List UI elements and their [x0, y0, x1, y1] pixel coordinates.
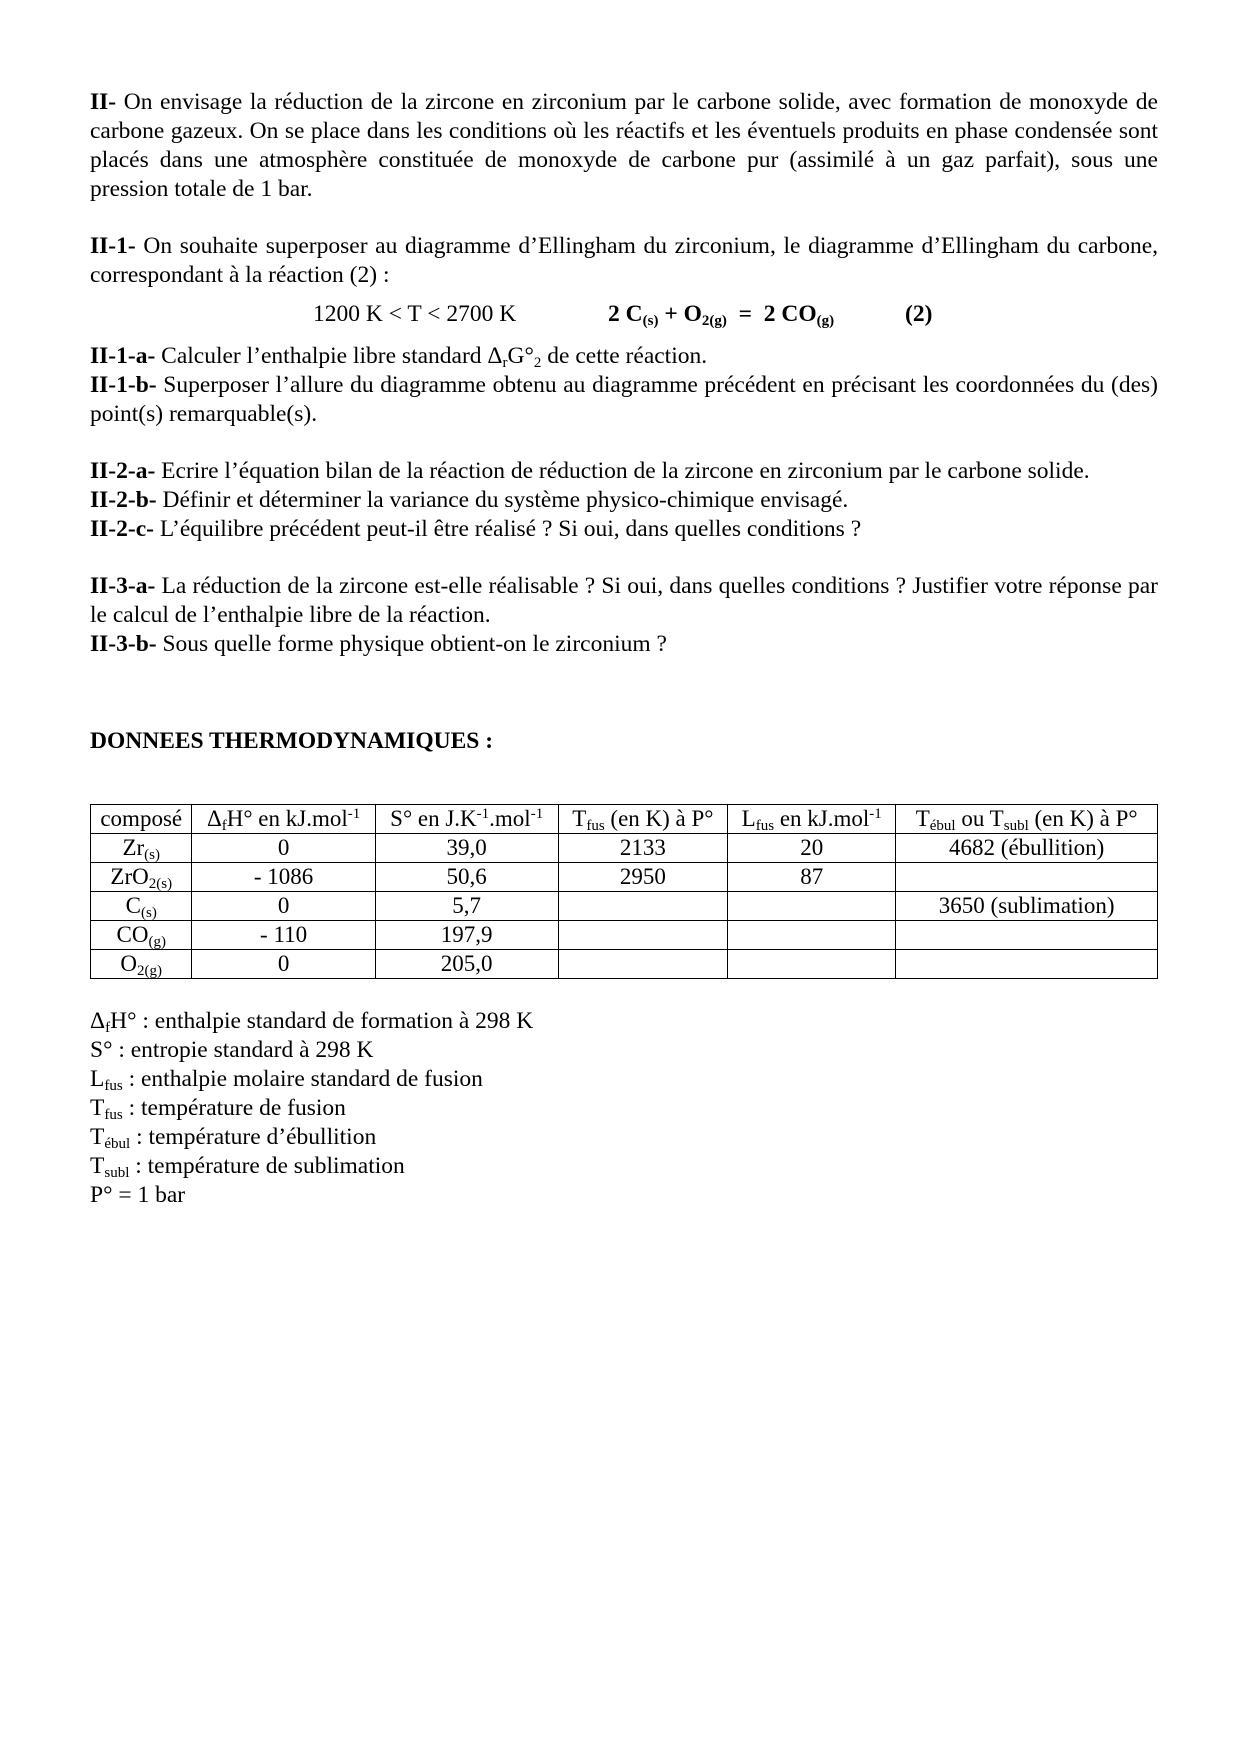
question-II-2-a-text: Ecrire l’équation bilan de la réaction de réduction de la zircone en zirconium par le carbone solide.: [155, 458, 1090, 484]
tfus-cell: [558, 892, 727, 921]
reactant-oxygen-subscript: 2(g): [701, 313, 727, 329]
question-II-3-a-label: II-3-a-: [90, 573, 156, 599]
question-II-2-b-text: Définir et déterminer la variance du système physico-chimique envisagé.: [156, 487, 849, 513]
lfus-cell: [728, 950, 896, 979]
lfus-cell: 87: [728, 863, 896, 892]
enthalpy-cell: 0: [192, 892, 375, 921]
legend-tebul: $T_{ébul}$ : température d’ébullition: [90, 1124, 377, 1152]
question-II-1-b-text: Superposer l’allure du diagramme obtenu au diagramme précédent en précisant les coordonnées du (des) point(s) remarquable(s).: [90, 372, 1158, 427]
product-co: = 2 CO: [726, 301, 817, 327]
legend-enthalpy: $\Delta_fH^\circ$ : enthalpie standard de formation à 298 K: [90, 1008, 534, 1036]
compound-cell: ZrO$_{2(s)}$: [91, 863, 192, 892]
lfus-cell: 20: [728, 834, 896, 863]
question-II-1-a-end: de cette réaction.: [541, 343, 708, 369]
table-row: [91, 921, 1158, 950]
table-header-row: [91, 805, 1158, 834]
header-enthalpy: $\Delta_fH^\circ$ en kJ.mol$^{-1}$: [192, 805, 375, 834]
tfus-cell: 2133: [558, 834, 727, 863]
data-heading: DONNEES THERMODYNAMIQUES :: [90, 728, 494, 754]
question-II-3-b: [90, 630, 1158, 659]
enthalpy-cell: 0: [192, 950, 375, 979]
tebul-cell: 3650 (sublimation): [896, 892, 1158, 921]
compound-cell: $O_{2(g)}$: [91, 950, 192, 979]
entropy-cell: 39,0: [375, 834, 558, 863]
product-co-state: (g): [816, 313, 835, 329]
header-tfus: $T_{fus}$ (en K) à P°: [558, 805, 727, 834]
legend-tfus: $T_{fus}$ : température de fusion: [90, 1095, 346, 1123]
legend-entropy: S° : entropie standard à 298 K: [90, 1037, 374, 1063]
question-II-2-b-label: II-2-b-: [90, 487, 157, 513]
tebul-cell: 4682 (ébullition): [896, 834, 1158, 863]
question-II-1-a-text: Calculer l’enthalpie libre standard Δ: [155, 343, 503, 369]
reactant-carbon-state: (s): [642, 313, 659, 329]
tebul-cell: [896, 950, 1158, 979]
table-row: [91, 863, 1158, 892]
enthalpy-cell: - 110: [192, 921, 375, 950]
question-II-3-b-label: II-3-b-: [90, 631, 157, 657]
table-row: [91, 834, 1158, 863]
question-II-1-a-label: II-1-a-: [90, 343, 156, 369]
question-II-3-b-text: Sous quelle forme physique obtient-on le zirconium ?: [156, 631, 667, 657]
legend-pressure: P° = 1 bar: [90, 1182, 186, 1208]
tebul-cell: [896, 863, 1158, 892]
question-II-2-c: [90, 515, 1158, 544]
table-row: [91, 892, 1158, 921]
gibbs-index: 2: [533, 355, 542, 371]
reaction-formula: [608, 300, 834, 329]
header-tebul-tsubl: $T_{ébul}$ ou $T_{subl}$ (en K) à P°: [896, 805, 1158, 834]
compound-cell: $CO_{(g)}$: [91, 921, 192, 950]
legend: [90, 1007, 1158, 1210]
header-compose: composé: [91, 805, 192, 834]
legend-lfus: $L_{fus}$ : enthalpie molaire standard de fusion: [90, 1066, 483, 1094]
header-lfus: $L_{fus}$ en kJ.mol$^{-1}$: [728, 805, 896, 834]
intro-text: On envisage la réduction de la zircone en zirconium par le carbone solide, avec formation de monoxyde de carbone gazeux. On se place dans les conditions où les réactifs et les éventuels produits en phase condensée sont placés dans une atmosphère constituée de monoxyde de carbone pur (assimilé à un gaz parfait), sous une pression totale de 1 bar.: [90, 89, 1158, 202]
intro-label: II-: [90, 89, 117, 115]
question-II-1-b-label: II-1-b-: [90, 372, 157, 398]
compound-cell: $C_{(s)}$: [91, 892, 192, 921]
reaction-number: (2): [905, 301, 933, 327]
question-II-1-b: [90, 371, 1158, 429]
entropy-cell: 50,6: [375, 863, 558, 892]
table-row: [91, 950, 1158, 979]
question-II-1-a: [90, 342, 1158, 371]
header-entropy: S° en $J.K^{-1}.mol^{-1}$: [375, 805, 558, 834]
document-page: [90, 88, 1158, 1210]
entropy-cell: 197,9: [375, 921, 558, 950]
tebul-cell: [896, 921, 1158, 950]
reactant-oxygen: + O: [658, 301, 702, 327]
intro-paragraph: [90, 88, 1158, 204]
question-II-2-c-label: II-2-c-: [90, 516, 154, 542]
question-II-3-a-text: La réduction de la zircone est-elle réalisable ? Si oui, dans quelles conditions ? Justifier votre réponse par le calcul de l’enthalpie libre de la réaction.: [90, 573, 1158, 628]
legend-tsubl: $T_{subl}$ : température de sublimation: [90, 1153, 405, 1181]
tfus-cell: 2950: [558, 863, 727, 892]
reactant-carbon: 2 C: [608, 301, 643, 327]
question-II-1-text: On souhaite superposer au diagramme d’Ellingham du zirconium, le diagramme d’Ellingham du carbone, correspondant à la réaction (2) :: [90, 233, 1158, 288]
question-II-1-label: II-1-: [90, 233, 136, 259]
question-II-2-a-label: II-2-a-: [90, 458, 156, 484]
entropy-cell: 205,0: [375, 950, 558, 979]
lfus-cell: [728, 921, 896, 950]
enthalpy-cell: - 1086: [192, 863, 375, 892]
question-II-3-a: [90, 572, 1158, 630]
question-II-1: [90, 232, 1158, 290]
lfus-cell: [728, 892, 896, 921]
reaction-equation: [90, 300, 1158, 330]
tfus-cell: [558, 921, 727, 950]
question-II-2-b: [90, 486, 1158, 515]
tfus-cell: [558, 950, 727, 979]
temperature-range: 1200 K < T < 2700 K: [313, 301, 517, 327]
question-II-2-a: [90, 457, 1158, 486]
thermodynamic-data-table: [90, 804, 1158, 979]
delta-r-subscript: r: [502, 355, 508, 371]
compound-cell: $Zr_{(s)}$: [91, 834, 192, 863]
enthalpy-cell: 0: [192, 834, 375, 863]
question-II-2-c-text: L’équilibre précédent peut-il être réalisé ? Si oui, dans quelles conditions ?: [153, 516, 862, 542]
gibbs-symbol: G°: [507, 343, 534, 369]
entropy-cell: 5,7: [375, 892, 558, 921]
